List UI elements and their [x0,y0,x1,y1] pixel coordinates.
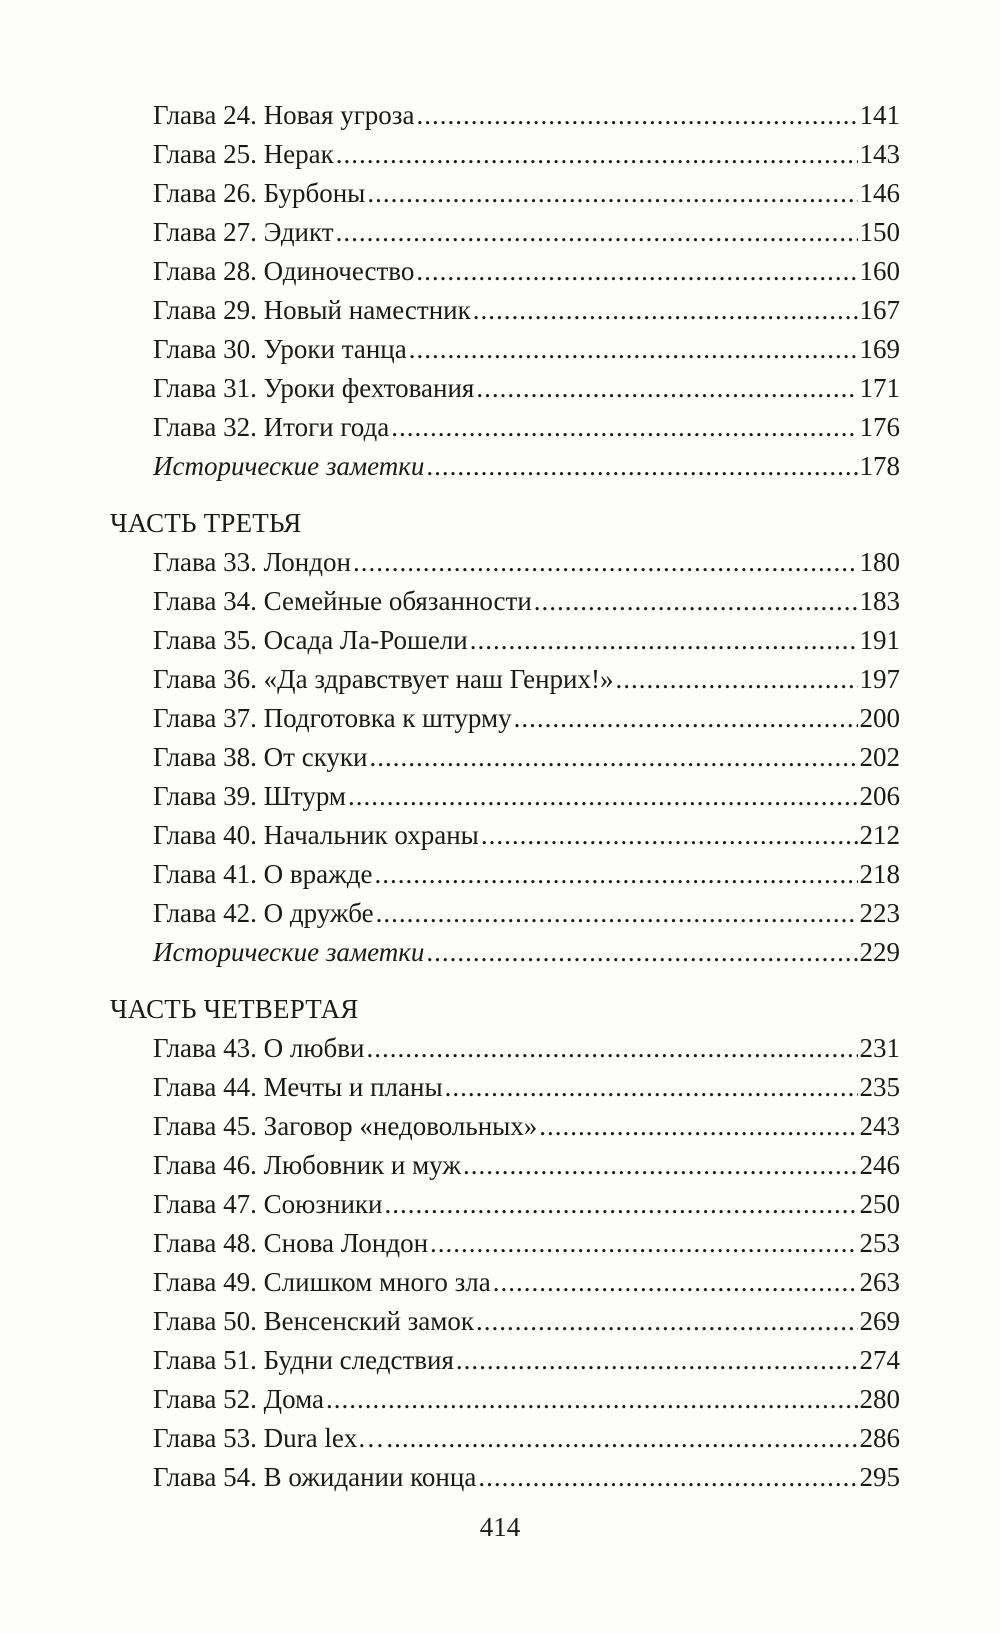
toc-entry-page: 202 [859,742,900,772]
dot-leader [456,1341,858,1380]
dot-leader [376,894,858,933]
toc-entry [110,291,900,330]
toc-entry-title: Глава 34. Семейные обязанности [153,586,532,616]
toc-entry [110,1458,900,1497]
dot-leader [353,543,858,582]
toc-entry-title: Глава 31. Уроки фехтования [153,373,475,403]
toc-entry-page: 253 [859,1228,900,1258]
toc-entry-page: 167 [859,295,900,325]
dot-leader [375,855,858,894]
dot-leader [367,1029,858,1068]
toc-entry [110,894,900,933]
toc-entry-page: 269 [859,1306,900,1336]
toc-entry [110,855,900,894]
toc-entry [110,777,900,816]
toc-entry-page: 212 [859,820,900,850]
toc-entry-page: 183 [859,586,900,616]
dot-leader [426,447,857,486]
toc-entry [110,369,900,408]
toc-entry [110,1419,900,1458]
toc-entry [110,543,900,582]
toc-entry-page: 176 [859,412,900,442]
dot-leader [416,252,857,291]
toc-entry-title: Глава 40. Начальник охраны [153,820,479,850]
dot-leader [336,135,858,174]
dot-leader [384,1185,857,1224]
toc-entry-title: Глава 51. Будни следствия [153,1345,454,1375]
toc-entry-page: 150 [859,217,900,247]
dot-leader [430,1224,857,1263]
toc-entry-title: Глава 26. Бурбоны [153,178,366,208]
toc-entry-page: 229 [859,937,900,967]
toc-entry [110,213,900,252]
toc-entry-page: 246 [859,1150,900,1180]
toc-entry-page: 206 [859,781,900,811]
toc-entry [110,1146,900,1185]
toc-entry-title: Глава 46. Любовник и муж [153,1150,461,1180]
toc-entry [110,1341,900,1380]
toc-entry [110,1068,900,1107]
dot-leader [514,699,858,738]
toc-entry-page: 191 [859,625,900,655]
toc-entry-page: 274 [859,1345,900,1375]
toc-entry [110,699,900,738]
toc-entry-page: 263 [859,1267,900,1297]
toc-entry-title: Глава 30. Уроки танца [153,334,407,364]
toc-entry [110,582,900,621]
table-of-contents [110,96,900,1497]
dot-leader [476,369,857,408]
toc-entry-page: 250 [859,1189,900,1219]
toc-entry-title: Глава 24. Новая угроза [153,100,415,130]
toc-entry [110,1263,900,1302]
toc-entry [110,738,900,777]
dot-leader [445,1068,858,1107]
toc-entry [110,408,900,447]
toc-entry-title: Глава 47. Союзники [153,1189,383,1219]
dot-leader [391,408,857,447]
toc-entry-title: Глава 49. Слишком много зла [153,1267,491,1297]
dot-leader [481,816,858,855]
toc-entry-title: Глава 38. От скуки [153,742,368,772]
toc-entry-page: 295 [859,1462,900,1492]
toc-entry-page: 280 [859,1384,900,1414]
toc-entry-page: 197 [859,664,900,694]
toc-entry-title: Глава 42. О дружбе [153,898,374,928]
toc-entry-title: Исторические заметки [153,937,425,967]
part-heading: ЧАСТЬ ЧЕТВЕРТАЯ [110,994,359,1024]
toc-entry-title: Глава 48. Снова Лондон [153,1228,429,1258]
toc-entry-title: Глава 25. Нерак [153,139,334,169]
toc-entry [110,96,900,135]
toc-entry-title: Глава 32. Итоги года [153,412,390,442]
toc-entry-page: 178 [859,451,900,481]
dot-leader [470,621,858,660]
toc-entry-title: Глава 35. Осада Ла-Рошели [153,625,468,655]
dot-leader [326,1380,858,1419]
toc-entry-page: 235 [859,1072,900,1102]
toc-section [110,96,900,486]
dot-leader [416,96,857,135]
toc-entry-title: Исторические заметки [153,451,425,481]
dot-leader [386,1419,857,1458]
dot-leader [463,1146,858,1185]
toc-section [110,990,900,1497]
toc-entry [110,1185,900,1224]
toc-entry [110,1029,900,1068]
toc-entry-title: Глава 36. «Да здравствует наш Генрих!» [153,664,614,694]
dot-leader [370,738,858,777]
toc-entry-page: 143 [859,139,900,169]
dot-leader [367,174,857,213]
toc-entry-title: Глава 44. Мечты и планы [153,1072,443,1102]
toc-entry [110,621,900,660]
toc-entry-title: Глава 28. Одиночество [153,256,415,286]
toc-entry-page: 146 [859,178,900,208]
toc-entry-title: Глава 50. Венсенский замок [153,1306,474,1336]
toc-entry-page: 243 [859,1111,900,1141]
part-heading: ЧАСТЬ ТРЕТЬЯ [110,508,302,538]
dot-leader [478,1458,857,1497]
toc-entry-title: Глава 54. В ожидании конца [153,1462,477,1492]
dot-leader [476,1302,858,1341]
dot-leader [534,582,858,621]
page-number: 414 [479,1512,521,1542]
toc-entry [110,330,900,369]
toc-entry [110,660,900,699]
toc-entry-historical-notes [110,447,900,486]
toc-entry-page: 180 [859,547,900,577]
toc-entry [110,1107,900,1146]
toc-entry-title: Глава 37. Подготовка к штурму [153,703,512,733]
toc-entry-page: 160 [859,256,900,286]
toc-entry-title: Глава 33. Лондон [153,547,351,577]
toc-entry-title: Глава 29. Новый наместник [153,295,471,325]
toc-entry-title: Глава 43. О любви [153,1033,365,1063]
toc-entry-page: 200 [859,703,900,733]
dot-leader [539,1107,857,1146]
toc-entry [110,1224,900,1263]
toc-entry [110,135,900,174]
toc-entry-page: 231 [859,1033,900,1063]
dot-leader [473,291,858,330]
toc-entry [110,1302,900,1341]
toc-entry-title: Глава 53. Dura lex… [153,1423,385,1453]
toc-entry [110,1380,900,1419]
dot-leader [493,1263,858,1302]
toc-section [110,504,900,972]
toc-entry-title: Глава 27. Эдикт [153,217,334,247]
toc-entry-page: 218 [859,859,900,889]
toc-entry [110,174,900,213]
dot-leader [426,933,857,972]
toc-entry-title: Глава 41. О вражде [153,859,373,889]
dot-leader [616,660,858,699]
dot-leader [348,777,857,816]
toc-entry-title: Глава 45. Заговор «недовольных» [153,1111,538,1141]
toc-entry [110,816,900,855]
toc-entry-page: 286 [859,1423,900,1453]
toc-entry-page: 223 [859,898,900,928]
dot-leader [336,213,858,252]
toc-entry [110,252,900,291]
toc-entry-title: Глава 39. Штурм [153,781,347,811]
dot-leader [409,330,858,369]
toc-entry-page: 141 [859,100,900,130]
toc-entry-title: Глава 52. Дома [153,1384,324,1414]
toc-entry-page: 171 [859,373,900,403]
toc-entry-page: 169 [859,334,900,364]
toc-entry-historical-notes [110,933,900,972]
